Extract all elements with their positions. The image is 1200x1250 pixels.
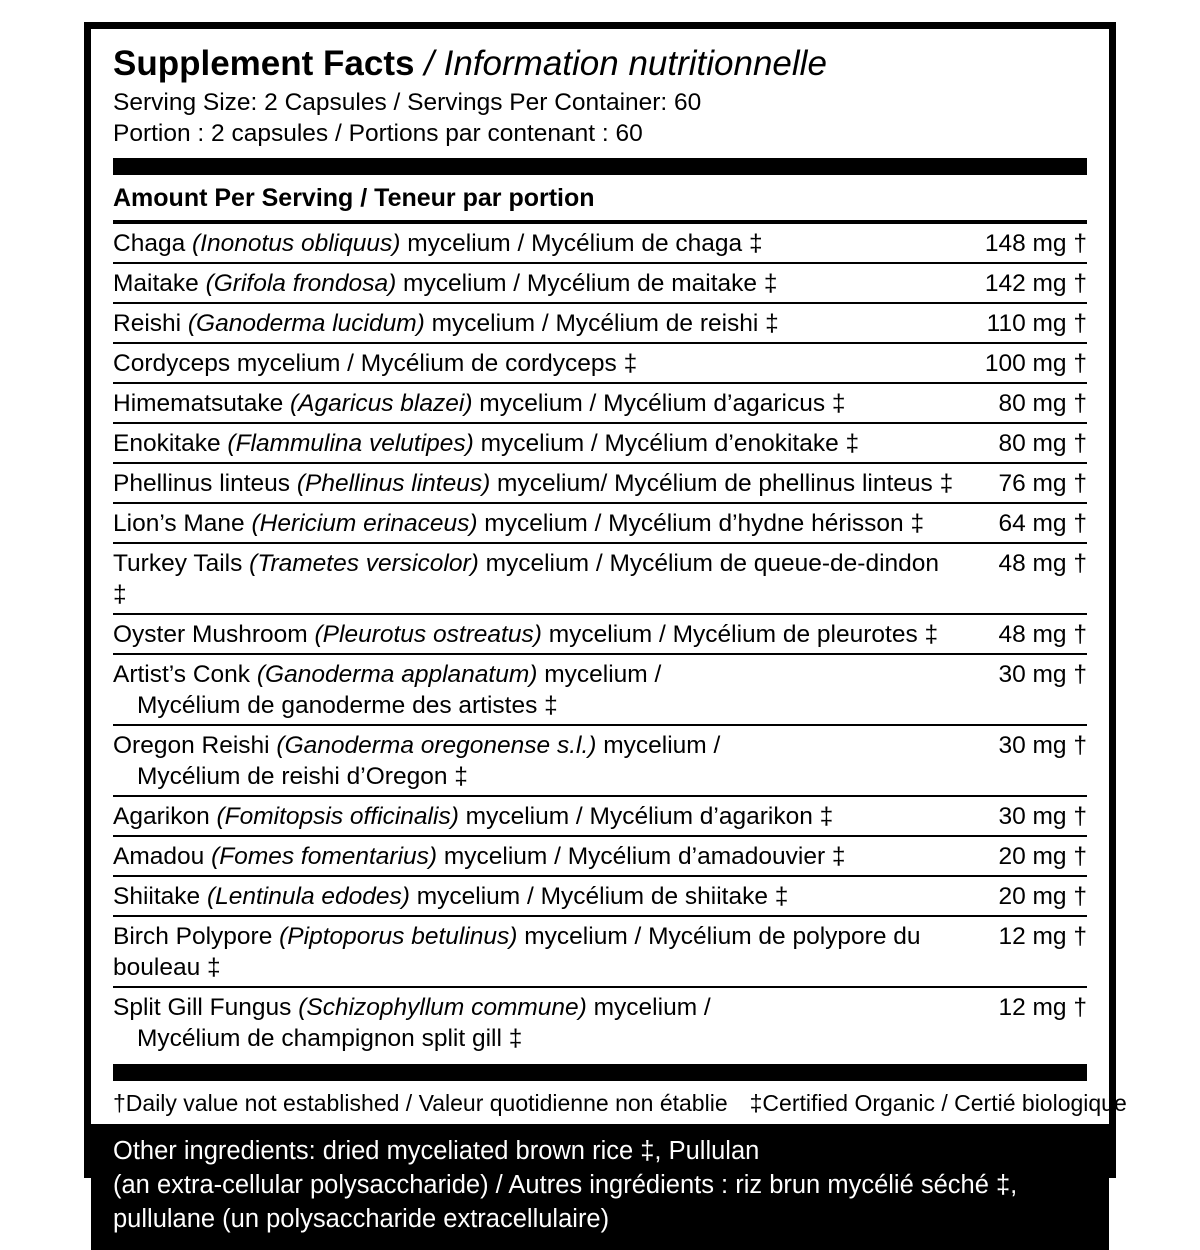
ingredient-amount: 12 mg † [998, 994, 1087, 1021]
ingredient-amount: 30 mg † [998, 661, 1087, 688]
ingredient-amount: 48 mg † [998, 550, 1087, 577]
ingredient-table [113, 224, 1087, 1057]
table-row [113, 916, 1087, 987]
ingredient-name-continuation: Mycélium de ganoderme des artistes ‡ [137, 692, 558, 719]
ingredient-name-pre: Oregon Reishi [113, 732, 277, 759]
ingredient-latin: (Fomes fomentarius) [211, 843, 438, 870]
table-row [113, 796, 1087, 836]
ingredient-amount: 148 mg † [984, 230, 1087, 257]
ingredient-name [113, 423, 959, 463]
ingredient-latin: (Piptoporus betulinus) [279, 923, 518, 950]
ingredient-name-post: mycelium/ Mycélium de phellinus linteus ‡ [490, 470, 954, 497]
ingredient-name [113, 383, 959, 423]
rule-thick-top [113, 158, 1087, 175]
header-block [91, 29, 1109, 149]
ingredient-name-pre: Lion’s Mane [113, 510, 252, 537]
ingredient-name-pre: Enokitake [113, 430, 228, 457]
ingredient-amount: 64 mg † [998, 510, 1087, 537]
ingredient-name-post: mycelium / Mycélium de queue-de-dindon ‡ [113, 550, 940, 608]
table-row [113, 876, 1087, 916]
table-row [113, 224, 1087, 263]
ingredient-name-post: mycelium / Mycélium d’agaricus ‡ [472, 390, 846, 417]
table-row [113, 987, 1087, 1057]
ingredient-name-post: mycelium / Mycélium de reishi ‡ [424, 310, 779, 337]
table-row [113, 614, 1087, 654]
ingredient-amount: 80 mg † [998, 430, 1087, 457]
ingredient-amount: 80 mg † [998, 390, 1087, 417]
ingredient-name [113, 796, 959, 836]
ingredient-latin: (Ganoderma applanatum) [256, 661, 538, 688]
ingredient-name-post: mycelium / Mycélium d’agarikon ‡ [458, 803, 834, 830]
ingredient-name-post: mycelium / Mycélium d’amadouvier ‡ [437, 843, 846, 870]
ingredient-name-post: mycelium / [596, 732, 721, 759]
ingredient-latin: (Ganoderma lucidum) [187, 310, 425, 337]
ingredient-name-post: mycelium / Mycélium de polypore du bouleau ‡ [113, 923, 921, 981]
ingredient-latin: (Lentinula edodes) [206, 883, 410, 910]
ingredient-name-post: mycelium / Mycélium de chaga ‡ [400, 230, 763, 257]
serving-size-en: Serving Size: 2 Capsules / Servings Per Container: 60 [113, 89, 702, 116]
table-row [113, 383, 1087, 423]
ingredient-name-pre: Maitake [113, 270, 206, 297]
ingredient-latin: (Phellinus linteus) [296, 470, 491, 497]
ingredient-amount: 142 mg † [984, 270, 1087, 297]
ingredient-name [113, 303, 959, 343]
ingredient-amount: 20 mg † [998, 883, 1087, 910]
panel-title-sub: / Information nutritionnelle [424, 44, 827, 83]
table-row [113, 725, 1087, 796]
other-ingredients-line-3: pullulane (un polysaccharide extracellulaire) [113, 1205, 610, 1233]
table-row [113, 543, 1087, 614]
ingredient-latin: (Hericium erinaceus) [251, 510, 478, 537]
ingredient-name-pre: Oyster Mushroom [113, 621, 315, 648]
ingredient-amount: 12 mg † [998, 923, 1087, 950]
ingredient-latin: (Flammulina velutipes) [227, 430, 474, 457]
ingredient-latin: (Agaricus blazei) [290, 390, 473, 417]
ingredient-name [113, 543, 959, 614]
ingredient-name-pre: Shiitake [113, 883, 207, 910]
other-ingredients-block [91, 1124, 1109, 1250]
ingredient-name [113, 614, 959, 654]
ingredient-name [113, 263, 959, 303]
ingredient-name-pre: Split Gill Fungus [113, 994, 299, 1021]
ingredient-name [113, 725, 959, 796]
ingredient-amount: 48 mg † [998, 621, 1087, 648]
panel-title-main: Supplement Facts [113, 44, 415, 83]
footnotes [91, 1081, 1127, 1124]
supplement-facts-inner [91, 29, 1127, 1233]
ingredient-name-continuation: Mycélium de champignon split gill ‡ [137, 1025, 523, 1052]
ingredient-amount: 110 mg † [986, 310, 1087, 337]
ingredient-name [113, 503, 959, 543]
ingredient-name [113, 987, 959, 1057]
ingredient-amount: 30 mg † [998, 732, 1087, 759]
table-row [113, 263, 1087, 303]
ingredient-name-pre: Birch Polypore [113, 923, 280, 950]
ingredient-name-post: mycelium / [537, 661, 662, 688]
rule-thick-bottom [113, 1064, 1087, 1081]
supplement-facts-panel [84, 22, 1127, 1233]
ingredient-table-body [113, 224, 1087, 1057]
table-row [113, 343, 1087, 383]
ingredient-name-pre: Amadou [113, 843, 212, 870]
ingredient-name-pre: Turkey Tails [113, 550, 250, 577]
other-ingredients-line-1: Other ingredients: dried myceliated brown rice ‡, Pullulan [113, 1137, 760, 1165]
ingredient-name [113, 916, 959, 987]
ingredient-latin: (Trametes versicolor) [249, 550, 479, 577]
ingredient-name-post: mycelium / [586, 994, 711, 1021]
ingredient-name-post: mycelium / Mycélium de shiitake ‡ [409, 883, 789, 910]
ingredient-name-continuation: Mycélium de reishi d’Oregon ‡ [137, 763, 468, 790]
table-row [113, 303, 1087, 343]
table-row [113, 503, 1087, 543]
serving-size-fr: Portion : 2 capsules / Portions par contenant : 60 [113, 120, 643, 147]
ingredient-name [113, 343, 959, 383]
ingredient-name-post: mycelium / Mycélium d’enokitake ‡ [473, 430, 860, 457]
table-row [113, 836, 1087, 876]
ingredient-name-post: mycelium / Mycélium de pleurotes ‡ [541, 621, 939, 648]
panel-title [113, 29, 1087, 87]
ingredient-name [113, 224, 959, 263]
ingredient-name-pre: Agarikon [113, 803, 217, 830]
ingredient-amount: 30 mg † [998, 803, 1087, 830]
ingredient-latin: (Schizophyllum commune) [298, 994, 587, 1021]
footnote-daily-value: †Daily value not established / Valeur quotidienne non établie [113, 1090, 728, 1116]
ingredient-name-pre: Reishi [113, 310, 188, 337]
table-row [113, 463, 1087, 503]
amount-per-serving-header: Amount Per Serving / Teneur par portion [113, 184, 595, 212]
ingredient-latin: (Pleurotus ostreatus) [314, 621, 542, 648]
ingredient-name-post: mycelium / Mycélium de maitake ‡ [396, 270, 778, 297]
ingredient-name [113, 836, 959, 876]
table-row [113, 423, 1087, 463]
ingredient-name-post: mycelium / Mycélium d’hydne hérisson ‡ [477, 510, 925, 537]
ingredient-amount: 20 mg † [998, 843, 1087, 870]
ingredient-name [113, 654, 959, 725]
table-row [113, 654, 1087, 725]
ingredient-name [113, 463, 959, 503]
ingredient-amount: 100 mg † [984, 350, 1087, 377]
ingredient-latin: (Fomitopsis officinalis) [216, 803, 459, 830]
ingredient-latin: (Inonotus obliquus) [192, 230, 401, 257]
ingredient-name [113, 876, 959, 916]
ingredient-name-pre: Cordyceps mycelium / Mycélium de cordyceps ‡ [113, 350, 638, 377]
footnote-certified-organic: ‡Certified Organic / Certié biologique [749, 1090, 1127, 1116]
ingredient-latin: (Ganoderma oregonense s.l.) [276, 732, 597, 759]
ingredient-name-pre: Artist’s Conk [113, 661, 257, 688]
ingredient-name-pre: Himematsutake [113, 390, 291, 417]
other-ingredients-line-2: (an extra-cellular polysaccharide) / Autres ingrédients : riz brun mycélié séché ‡, [113, 1171, 1018, 1199]
ingredient-name-pre: Chaga [113, 230, 193, 257]
ingredient-latin: (Grifola frondosa) [205, 270, 397, 297]
ingredient-amount: 76 mg † [998, 470, 1087, 497]
ingredient-name-pre: Phellinus linteus [113, 470, 297, 497]
